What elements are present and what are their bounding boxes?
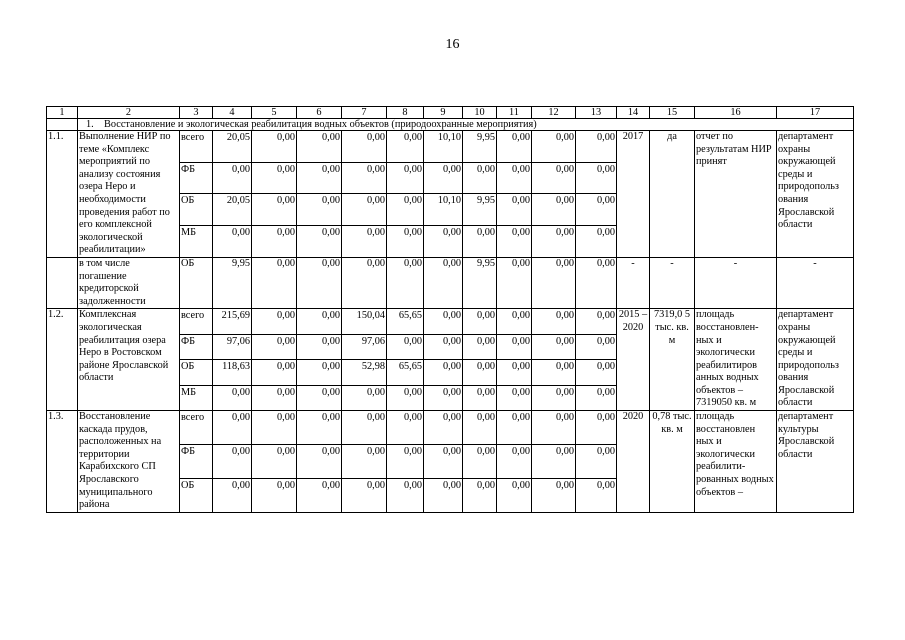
funding-value: 0,00 [463,444,497,478]
funding-value: 0,00 [424,478,463,512]
funding-value: 0,00 [252,360,297,385]
funding-value: 0,00 [342,411,387,445]
funding-value: 0,00 [576,162,617,194]
funding-value: 0,00 [424,385,463,410]
executor: департамент культуры Ярославской области [777,411,854,513]
funding-value: 0,00 [463,226,497,258]
funding-value: 9,95 [463,257,497,308]
funding-value: 0,00 [213,162,252,194]
funding-value: 0,00 [252,444,297,478]
funding-value: 0,00 [252,162,297,194]
funding-value: 0,00 [342,131,387,163]
funding-value: 0,00 [424,444,463,478]
funding-source: ФБ [180,162,213,194]
funding-value: 0,00 [532,478,576,512]
funding-value: 0,00 [342,194,387,226]
column-number: 15 [650,107,695,119]
funding-value: 0,00 [576,334,617,359]
measure-number: 1.1. [47,131,78,258]
funding-value: 0,00 [497,131,532,163]
funding-value: 0,00 [576,360,617,385]
funding-value: 0,00 [387,411,424,445]
funding-source: ФБ [180,334,213,359]
executor: департамент охраны окружающей среды и природопольз ования Ярославской области [777,309,854,411]
column-number: 13 [576,107,617,119]
funding-value: 0,00 [213,444,252,478]
funding-value: 65,65 [387,360,424,385]
funding-value: 0,00 [497,334,532,359]
funding-value: 0,00 [424,360,463,385]
funding-value: 0,00 [297,411,342,445]
funding-value: 0,00 [463,162,497,194]
funding-value: 0,00 [497,257,532,308]
funding-source: МБ [180,226,213,258]
column-number: 14 [617,107,650,119]
funding-value: 0,00 [252,226,297,258]
funding-value: 0,00 [213,478,252,512]
column-number: 6 [297,107,342,119]
funding-value: 0,00 [387,162,424,194]
funding-value: 0,00 [387,478,424,512]
target-indicator: - [650,257,695,308]
funding-value: 0,00 [342,162,387,194]
column-number: 16 [695,107,777,119]
completion-year: 2017 [617,131,650,258]
funding-value: 0,00 [576,385,617,410]
funding-source: МБ [180,385,213,410]
funding-value: 0,00 [424,309,463,334]
executor: департамент охраны окружающей среды и природопольз ования Ярославской области [777,131,854,258]
funding-value: 0,00 [297,478,342,512]
funding-value: 150,04 [342,309,387,334]
funding-value: 9,95 [463,194,497,226]
measure-name: Восстановление каскада прудов, расположенных на территории Карабихского СП Ярославского муниципального района [78,411,180,513]
funding-value: 10,10 [424,194,463,226]
funding-value: 0,00 [576,309,617,334]
funding-value: 0,00 [387,334,424,359]
funding-value: 0,00 [576,226,617,258]
section-blank [47,119,78,131]
column-number: 10 [463,107,497,119]
measure-number: 1.2. [47,309,78,411]
funding-value: 9,95 [463,131,497,163]
funding-value: 0,00 [387,444,424,478]
expected-result: площадь восстановлен ных и экологически реабилити-рованных водных объектов – [695,411,777,513]
target-indicator: 7319,0 5 тыс. кв. м [650,309,695,411]
funding-value: 0,00 [213,385,252,410]
funding-value: 0,00 [497,411,532,445]
measure-name: Комплексная экологическая реабилитация озера Неро в Ростовском районе Ярославской области [78,309,180,411]
funding-value: 0,00 [387,385,424,410]
funding-value: 0,00 [297,385,342,410]
funding-value: 0,00 [532,194,576,226]
funding-value: 0,00 [342,385,387,410]
funding-value: 0,00 [297,444,342,478]
funding-value: 0,00 [297,360,342,385]
column-number-row [47,107,854,119]
funding-value: 0,00 [532,226,576,258]
funding-value: 0,00 [463,478,497,512]
section-title: 1. Восстановление и экологическая реабилитация водных объектов (природоохранные мероприятия) [78,119,854,131]
funding-value: 52,98 [342,360,387,385]
funding-source: всего [180,411,213,445]
funding-value: 0,00 [297,194,342,226]
funding-source: ОБ [180,360,213,385]
measure-name: Выполнение НИР по теме «Комплекс мероприятий по анализу состояния озера Неро и необходимости проведения работ по его комплексной экологической реабилитации» [78,131,180,258]
funding-value: 0,00 [532,360,576,385]
funding-value: 0,00 [252,257,297,308]
funding-value: 0,00 [463,411,497,445]
expected-result: - [695,257,777,308]
funding-value: 0,00 [497,385,532,410]
funding-value: 0,00 [532,334,576,359]
funding-value: 0,00 [497,360,532,385]
funding-source: ОБ [180,257,213,308]
target-indicator: да [650,131,695,258]
funding-value: 0,00 [497,226,532,258]
funding-value: 215,69 [213,309,252,334]
funding-value: 0,00 [252,334,297,359]
funding-value: 0,00 [252,411,297,445]
funding-value: 0,00 [387,257,424,308]
funding-value: 0,00 [424,411,463,445]
funding-value: 0,00 [576,194,617,226]
funding-row [47,309,854,334]
funding-value: 0,00 [252,385,297,410]
column-number: 2 [78,107,180,119]
executor: - [777,257,854,308]
column-number: 1 [47,107,78,119]
measure-number-empty [47,257,78,308]
funding-value: 0,00 [532,162,576,194]
sub-measure-row [47,257,854,308]
funding-value: 0,00 [342,226,387,258]
column-number: 3 [180,107,213,119]
program-table [46,106,854,513]
funding-value: 0,00 [342,444,387,478]
column-number: 8 [387,107,424,119]
page-number: 16 [445,37,460,52]
funding-value: 0,00 [424,334,463,359]
funding-value: 0,00 [252,478,297,512]
funding-value: 20,05 [213,131,252,163]
funding-value: 0,00 [424,162,463,194]
column-number: 11 [497,107,532,119]
funding-value: 0,00 [387,194,424,226]
funding-value: 0,00 [576,411,617,445]
funding-value: 0,00 [297,334,342,359]
funding-value: 65,65 [387,309,424,334]
funding-value: 0,00 [297,131,342,163]
funding-value: 0,00 [213,411,252,445]
funding-value: 0,00 [463,360,497,385]
funding-value: 0,00 [463,385,497,410]
funding-value: 0,00 [387,131,424,163]
funding-value: 0,00 [463,309,497,334]
completion-year: - [617,257,650,308]
funding-value: 0,00 [463,334,497,359]
funding-value: 0,00 [213,226,252,258]
column-number: 9 [424,107,463,119]
funding-value: 9,95 [213,257,252,308]
expected-result: отчет по результатам НИР принят [695,131,777,258]
funding-value: 0,00 [497,194,532,226]
funding-value: 97,06 [342,334,387,359]
funding-value: 0,00 [297,162,342,194]
funding-value: 0,00 [532,309,576,334]
funding-value: 0,00 [497,444,532,478]
funding-value: 97,06 [213,334,252,359]
funding-value: 0,00 [342,478,387,512]
column-number: 4 [213,107,252,119]
funding-value: 0,00 [497,309,532,334]
funding-source: ОБ [180,478,213,512]
expected-result: площадь восстановлен-ных и экологически реабилитиров анных водных объектов – 7319050 кв. м [695,309,777,411]
funding-value: 0,00 [532,385,576,410]
column-number: 7 [342,107,387,119]
funding-value: 0,00 [532,411,576,445]
completion-year: 2020 [617,411,650,513]
funding-value: 10,10 [424,131,463,163]
funding-value: 20,05 [213,194,252,226]
funding-value: 0,00 [497,478,532,512]
section-row [47,119,854,131]
funding-value: 0,00 [297,226,342,258]
funding-row [47,131,854,163]
funding-value: 0,00 [387,226,424,258]
funding-value: 0,00 [424,257,463,308]
funding-value: 0,00 [576,444,617,478]
funding-row [47,411,854,445]
funding-value: 0,00 [252,131,297,163]
column-number: 5 [252,107,297,119]
funding-source: всего [180,131,213,163]
funding-value: 0,00 [532,444,576,478]
completion-year: 2015 – 2020 [617,309,650,411]
funding-value: 0,00 [297,257,342,308]
funding-value: 0,00 [252,309,297,334]
funding-source: ОБ [180,194,213,226]
funding-value: 118,63 [213,360,252,385]
funding-value: 0,00 [532,131,576,163]
measure-name: в том числе погашение кредиторской задолженности [78,257,180,308]
funding-value: 0,00 [342,257,387,308]
funding-value: 0,00 [576,131,617,163]
measure-number: 1.3. [47,411,78,513]
target-indicator: 0,78 тыс. кв. м [650,411,695,513]
funding-value: 0,00 [497,162,532,194]
column-number: 17 [777,107,854,119]
funding-value: 0,00 [532,257,576,308]
funding-value: 0,00 [252,194,297,226]
funding-value: 0,00 [576,257,617,308]
funding-value: 0,00 [424,226,463,258]
funding-value: 0,00 [297,309,342,334]
funding-value: 0,00 [576,478,617,512]
column-number: 12 [532,107,576,119]
funding-source: всего [180,309,213,334]
funding-source: ФБ [180,444,213,478]
